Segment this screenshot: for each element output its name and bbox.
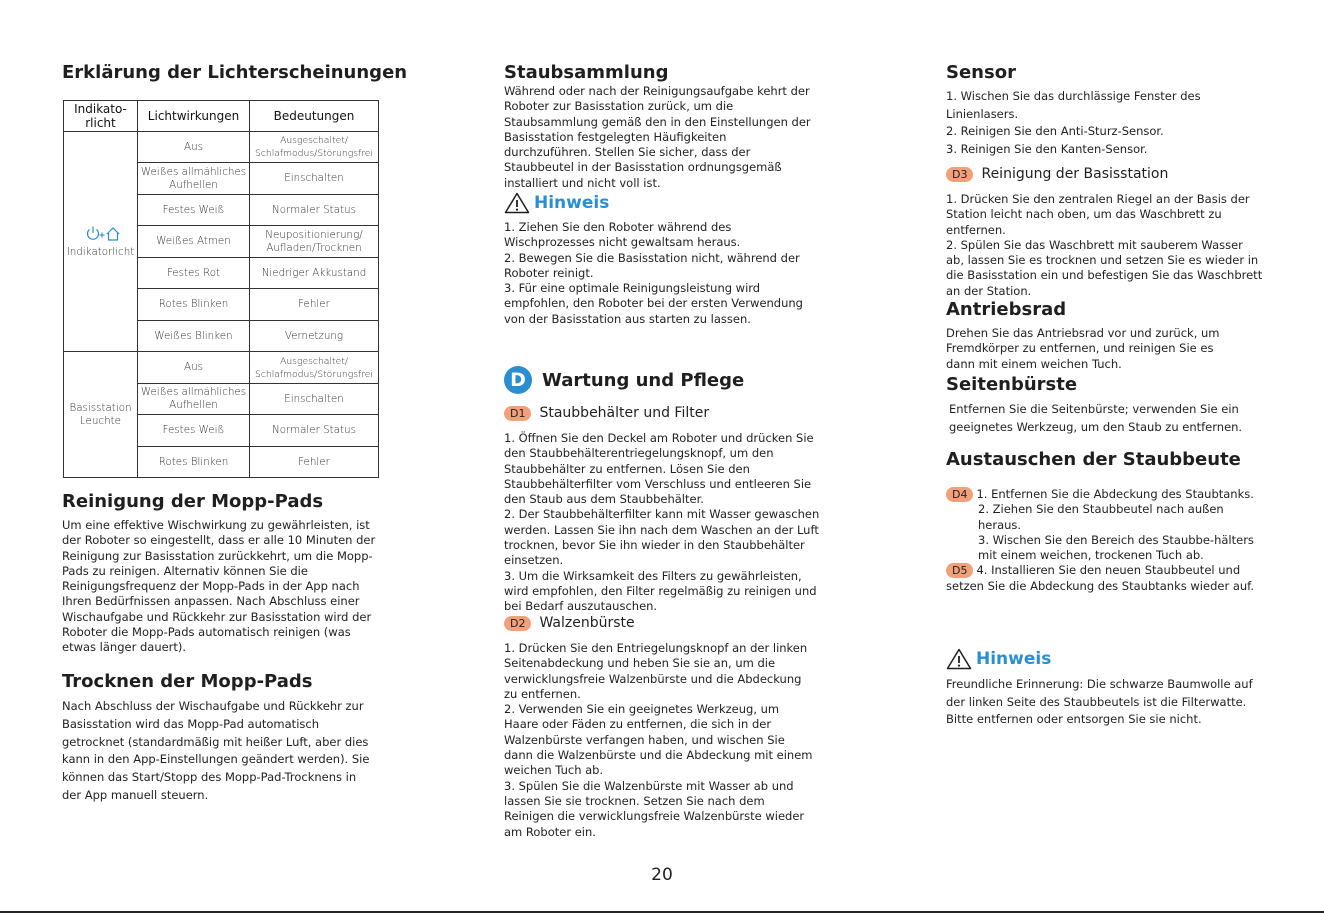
list-item: 2. Bewegen Sie die Basisstation nicht, während der Roboter reinigt. <box>504 250 800 280</box>
table-cell: Festes Weiß <box>138 415 250 447</box>
list-item: D5 4. Installieren Sie den neuen Staubbeutel und setzen Sie die Abdeckung des Staubtanks wieder auf. <box>946 563 1255 593</box>
lights-section-title: Erklärung der Lichterscheinungen <box>62 62 408 83</box>
mop-dry-title: Trocknen der Mopp-Pads <box>62 671 313 692</box>
table-cell: Neupositionierung/ Aufladen/Trocknen <box>250 226 379 258</box>
page-number: 20 <box>651 865 673 885</box>
list-item: 2. Reinigen Sie den Anti-Sturz-Sensor. <box>946 124 1164 138</box>
group-label-indicator: Indikatorlicht <box>64 132 138 352</box>
table-cell: Weißes allmähliches Aufhellen <box>138 163 250 195</box>
brush-text: Entfernen Sie die Seitenbürste; verwenden Sie ein geeignetes Werkzeug, um den Staub zu entfernen. <box>949 402 1243 434</box>
mop-clean-text: Um eine effektive Wischwirkung zu gewährleisten, ist der Roboter so eingestellt, dass er alle 10 Minuten der Reinigung zur Basisstation zurückkehrt, um die Mopp-Pads zu reinigen. Alternativ können Sie die Reinigungsfrequenz der Mopp-Pads in der App nach Ihren Bedürfnissen anpassen. Nach Abschluss einer Wischaufgabe und Rückkehr zur Basisstation wird der Roboter die Mopp-Pads automatisch reinigen (was etwas länger dauert). <box>62 518 376 655</box>
hinweis-heading: Hinweis <box>504 192 609 214</box>
d4-list <box>946 487 1262 594</box>
table-cell: Weißes Blinken <box>138 321 250 352</box>
list-item: 3. Wischen Sie den Bereich des Staubbe-hälters mit einem weichen, trockenen Tuch ab. <box>978 532 1254 563</box>
table-cell: Normaler Status <box>250 415 379 447</box>
list-item: D4 1. Entfernen Sie die Abdeckung des Staubtanks. <box>946 487 1262 502</box>
brush-title: Seitenbürste <box>946 374 1078 395</box>
table-cell: Weißes allmähliches Aufhellen <box>138 384 250 415</box>
d2-heading: D2 Walzenbürste <box>504 615 635 631</box>
list-item: 2. Ziehen Sie den Staubbeutel nach außen heraus. <box>978 502 1224 532</box>
table-cell: Fehler <box>250 289 379 321</box>
dust-text: Während oder nach der Reinigungsaufgabe kehrt der Roboter zur Basisstation zurück, um die Staubsammlung gemäß den in den Einstellungen der Basisstation festgelegten Häufigkeiten durchzuführen. Stellen Sie sicher, dass der Staubbeutel in der Basisstation ordnungsgemäß installiert und nicht voll ist. <box>504 84 811 190</box>
d1-heading: D1 Staubbehälter und Filter <box>504 405 709 421</box>
table-header: Lichtwirkungen <box>138 101 250 132</box>
warning-icon <box>946 648 972 670</box>
table-cell: Ausgeschaltet/ Schlafmodus/Störungsfrei <box>250 352 379 384</box>
table-cell: Rotes Blinken <box>138 447 250 478</box>
d5-badge: D5 <box>946 563 973 578</box>
d1-badge: D1 <box>504 406 531 421</box>
table-cell: Normaler Status <box>250 195 379 226</box>
table-cell: Festes Rot <box>138 258 250 289</box>
d4-badge: D4 <box>946 487 973 502</box>
table-cell: Festes Weiß <box>138 195 250 226</box>
warning-icon <box>504 192 530 214</box>
list-item: 3. Reinigen Sie den Kanten-Sensor. <box>946 141 1148 156</box>
table-cell: Einschalten <box>250 163 379 195</box>
table-header: Bedeutungen <box>250 101 379 132</box>
d3-badge: D3 <box>946 167 973 182</box>
group-label-station: Basisstation Leuchte <box>64 352 138 478</box>
list-item: 1. Öffnen Sie den Deckel am Roboter und drücken Sie den Staubbehälterentriegelungsknopf, um den Staubbehälter zu entfernen. Lösen Sie den Staubbehälterfilter vom Verschluss und entleeren Sie den Staub aus dem Staubbehälter. <box>504 431 814 507</box>
hinweis-text-right: Freundliche Erinnerung: Die schwarze Baumwolle auf der linken Seite des Staubbeutels ist die Filterwatte. Bitte entfernen oder entsorgen Sie sie nicht. <box>946 677 1253 726</box>
d3-list <box>946 192 1264 299</box>
table-cell: Ausgeschaltet/ Schlafmodus/Störungsfrei <box>250 132 379 163</box>
list-item: 3. Für eine optimale Reinigungsleistung wird empfohlen, den Roboter bei der ersten Verwendung von der Basisstation aus starten zu lassen. <box>504 281 803 326</box>
list-item: 1. Drücken Sie den zentralen Riegel an der Basis der Station leicht nach oben, um das Waschbrett zu entfernen. <box>946 192 1250 237</box>
mop-dry-text: Nach Abschluss der Wischaufgabe und Rückkehr zur Basisstation wird das Mopp-Pad automatisch getrocknet (standardmäßig mit heißer Luft, aber dies kann in den App-Einstellungen geändert werden). Sie können das Start/Stopp des Mopp-Pad-Trocknens in der App manuell steuern. <box>62 699 370 802</box>
list-item: 2. Spülen Sie das Waschbrett mit sauberem Wasser ab, lassen Sie es trocknen und setzen Sie es wieder in die Basisstation ein und befestigen Sie das Waschbrett an der Station. <box>946 237 1263 298</box>
dust-title: Staubsammlung <box>504 62 669 83</box>
list-item: 1. Drücken Sie den Entriegelungsknopf an der linken Seitenabdeckung und heben Sie sie an, um die verwicklungsfreie Walzenbürste und die Abdeckung zu entfernen. <box>504 641 808 701</box>
table-cell: Vernetzung <box>250 321 379 352</box>
wheel-text: Drehen Sie das Antriebsrad vor und zurück, um Fremdkörper zu entfernen, und reinigen Sie es dann mit einem weichen Tuch. <box>946 326 1220 371</box>
d3-heading: D3 Reinigung der Basisstation <box>946 166 1168 182</box>
list-item: 2. Der Staubbehälterfilter kann mit Wasser gewaschen werden. Lassen Sie ihn nach dem Waschen an der Luft trocknen, bevor Sie ihn wieder in den Staubbehälter einsetzen. <box>504 507 820 568</box>
table-cell: Weißes Atmen <box>138 226 250 258</box>
table-cell: Aus <box>138 132 250 163</box>
list-item: 1. Wischen Sie das durchlässige Fenster des Linienlasers. <box>946 89 1201 121</box>
power-home-icon <box>81 224 121 244</box>
mop-clean-title: Reinigung der Mopp-Pads <box>62 491 324 512</box>
bottom-rule <box>0 911 1324 913</box>
d2-badge: D2 <box>504 616 531 631</box>
table-cell: Aus <box>138 352 250 384</box>
table-cell: Rotes Blinken <box>138 289 250 321</box>
sensor-list <box>946 88 1246 158</box>
list-item: 3. Um die Wirksamkeit des Filters zu gewährleisten, wird empfohlen, den Filter regelmäßig zu reinigen und bei Bedarf auszutauschen. <box>504 568 817 614</box>
sensor-title: Sensor <box>946 62 1016 83</box>
d1-list <box>504 431 824 615</box>
table-cell: Fehler <box>250 447 379 478</box>
lights-table <box>63 100 379 478</box>
list-item: 1. Ziehen Sie den Roboter während des Wischprozesses nicht gewaltsam heraus. <box>504 220 741 250</box>
hinweis-list <box>504 220 824 327</box>
list-item: 2. Verwenden Sie ein geeignetes Werkzeug, um Haare oder Fäden zu entfernen, die sich in der Walzenbürste verfangen haben, und wischen Sie dann die Walzenbürste und die Abdeckung mit einem weichen Tuch ab. <box>504 702 813 778</box>
d2-list <box>504 641 816 840</box>
table-cell: Einschalten <box>250 384 379 415</box>
list-item: 3. Spülen Sie die Walzenbürste mit Wasser ab und lassen Sie sie trocknen. Setzen Sie nach dem Reinigen die verwicklungsfreie Walzenbürste wieder am Roboter ein. <box>504 778 805 839</box>
bag-title: Austauschen der Staubbeute <box>946 449 1241 470</box>
wheel-title: Antriebsrad <box>946 299 1067 320</box>
table-cell: Niedriger Akkustand <box>250 258 379 289</box>
section-letter-circle: D <box>504 366 532 394</box>
section-d-heading <box>504 366 744 394</box>
table-header: Indikato-rlicht <box>64 101 138 132</box>
hinweis-heading-right: Hinweis <box>946 648 1051 670</box>
section-title: Wartung und Pflege <box>542 369 745 391</box>
